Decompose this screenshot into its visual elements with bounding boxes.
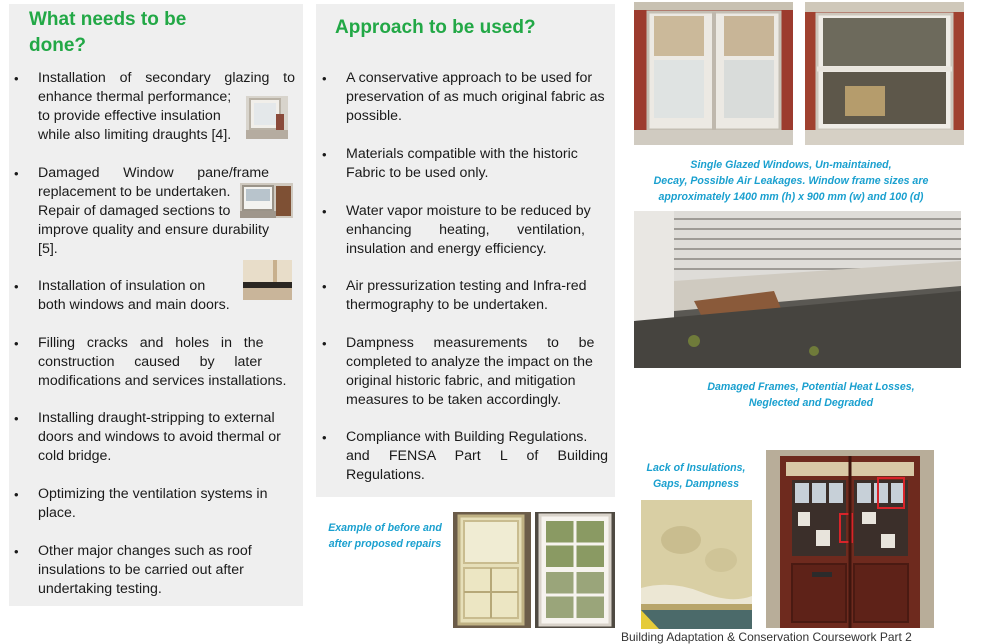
left-heading-line2: done?: [29, 35, 86, 56]
middle-heading: Approach to be used?: [335, 17, 536, 38]
middle-item-2-line1: Materials compatible with the historic: [346, 146, 578, 162]
caption-insulation-line1: Lack of Insulations,: [646, 462, 746, 474]
middle-item-5: [322, 334, 608, 410]
bullet-dot: •: [14, 487, 19, 502]
caption-frames-line1: Damaged Frames, Potential Heat Losses,: [707, 381, 915, 393]
left-item-2-line3: Repair of damaged sections to: [38, 203, 231, 219]
left-item-5-line3: cold bridge.: [38, 448, 112, 464]
bullet-dot: •: [322, 279, 327, 294]
left-item-1-line1: Installation of secondary glazing to: [38, 70, 295, 86]
photo-window-left: [634, 2, 793, 145]
middle-item-6-line2: and FENSA Part L of Building Regulations.: [346, 448, 608, 483]
left-item-3-line2: both windows and main doors.: [38, 297, 230, 313]
bullet-dot: •: [14, 279, 19, 294]
caption-windows-line1: Single Glazed Windows, Un-maintained,: [690, 159, 892, 171]
bullet-dot: •: [14, 71, 19, 86]
left-item-1-line3: to provide effective insulation: [38, 108, 221, 124]
bullet-dot: •: [14, 166, 19, 181]
middle-item-3-line2: enhancing heating, ventilation,: [346, 222, 585, 238]
middle-item-5-line3: original historic fabric, and mitigation: [346, 373, 576, 389]
left-item-7: [14, 542, 295, 599]
left-item-6: [14, 485, 295, 523]
left-item-5-line1: Installing draught-stripping to external: [38, 410, 275, 426]
middle-item-4: [322, 277, 608, 315]
bullet-dot: •: [14, 411, 19, 426]
left-item-2-line4: improve quality and ensure durability: [38, 222, 270, 238]
middle-item-5-line2: completed to analyze the impact on the: [346, 354, 593, 370]
caption-insulation-line2: Gaps, Dampness: [653, 478, 739, 490]
caption-frames: [680, 379, 942, 411]
bullet-dot: •: [322, 71, 327, 86]
bullet-dot: •: [322, 204, 327, 219]
caption-windows-line2: Decay, Possible Air Leakages. Window frame sizes are: [653, 175, 929, 187]
bullet-dot: •: [14, 544, 19, 559]
left-item-2-line5: [5].: [38, 241, 58, 257]
middle-item-1-line1: A conservative approach to be used for: [346, 70, 593, 86]
middle-item-5-line1: Dampness measurements to be: [346, 335, 595, 351]
thumb-insulation: [243, 260, 292, 300]
caption-frames-line2: Neglected and Degraded: [748, 397, 874, 409]
caption-repairs-line2: after proposed repairs: [328, 538, 442, 550]
middle-item-2: [322, 145, 608, 183]
left-item-6-line1: Optimizing the ventilation systems in: [38, 486, 268, 502]
left-item-2-line1: Damaged Window pane/frame: [38, 165, 270, 181]
photo-after-repair: [535, 512, 615, 628]
middle-item-6-line1: Compliance with Building Regulations.: [346, 429, 588, 445]
middle-item-1-line2: preservation of as much original fabric as: [346, 89, 605, 105]
bullet-dot: •: [322, 430, 327, 445]
caption-repairs: [320, 520, 450, 552]
middle-item-4-line2: thermography to be undertaken.: [346, 297, 548, 313]
middle-item-6: [322, 428, 608, 485]
photo-main-door: [766, 450, 934, 628]
left-item-5-line2: doors and windows to avoid thermal or: [38, 429, 281, 445]
middle-item-2-line2: Fabric to be used only.: [346, 165, 489, 181]
bullet-dot: •: [14, 336, 19, 351]
middle-item-4-line1: Air pressurization testing and Infra-red: [346, 278, 587, 294]
page-footer: Building Adaptation & Conservation Coursework Part 2: [621, 630, 912, 644]
middle-item-3: [322, 202, 608, 259]
bullet-dot: •: [322, 336, 327, 351]
left-item-4: [14, 334, 295, 391]
left-heading-line1: What needs to be: [29, 9, 187, 30]
photo-damaged-frame: [634, 211, 961, 368]
left-item-7-line2: insulations to be carried out after: [38, 562, 244, 578]
middle-item-5-line4: measures to be taken accordingly.: [346, 392, 562, 408]
photo-before-repair: [453, 512, 531, 628]
left-heading: [29, 7, 186, 59]
left-item-7-line1: Other major changes such as roof: [38, 543, 252, 559]
thumb-window-pane: [240, 183, 293, 218]
photo-window-right: [805, 2, 964, 145]
left-item-7-line3: undertaking testing.: [38, 581, 162, 597]
caption-insulation: [640, 460, 752, 492]
middle-item-3-line1: Water vapor moisture to be reduced by: [346, 203, 591, 219]
photo-wall-dampness: [641, 500, 752, 629]
middle-item-3-line3: insulation and energy efficiency.: [346, 241, 547, 257]
left-item-4-line1: Filling cracks and holes in the: [38, 335, 264, 351]
caption-windows: [634, 157, 948, 205]
left-item-3-line1: Installation of insulation on: [38, 278, 206, 294]
caption-repairs-line1: Example of before and: [328, 522, 442, 534]
bullet-dot: •: [322, 147, 327, 162]
left-item-5: [14, 409, 295, 466]
caption-windows-line3: approximately 1400 mm (h) x 900 mm (w) and 100 (d): [658, 191, 924, 203]
left-item-4-line2: construction caused by later: [38, 354, 262, 370]
thumb-secondary-glazing: [246, 96, 288, 139]
left-item-4-line3: modifications and services installations.: [38, 373, 287, 389]
left-item-2-line2: replacement to be undertaken.: [38, 184, 231, 200]
middle-item-1: [322, 69, 608, 126]
left-item-1-line2: enhance thermal performance;: [38, 89, 232, 105]
middle-item-1-line3: possible.: [346, 108, 402, 124]
left-item-6-line2: place.: [38, 505, 76, 521]
left-item-1-line4: while also limiting draughts [4].: [38, 127, 232, 143]
